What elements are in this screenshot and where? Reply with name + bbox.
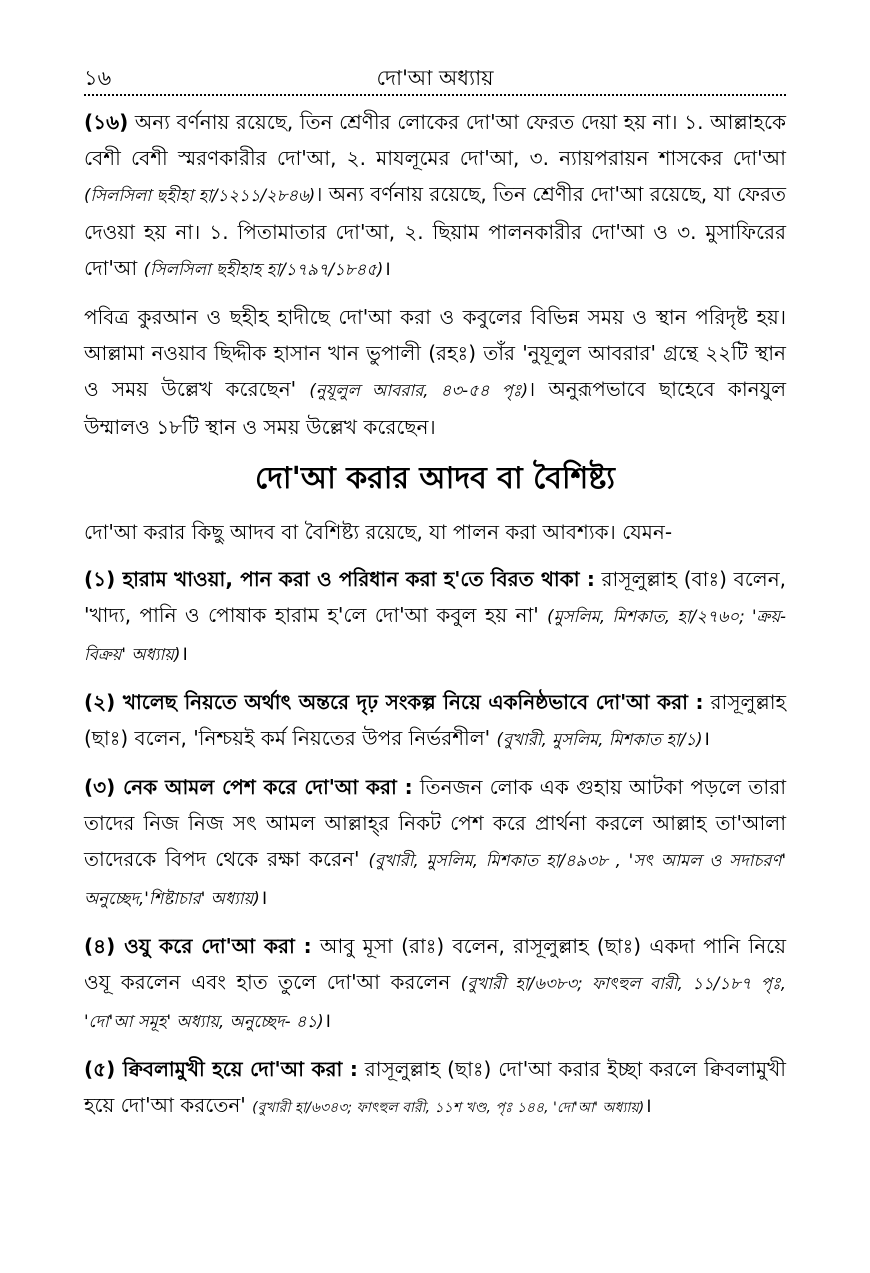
- paragraph-number: (১৬): [84, 110, 129, 134]
- item-text: তিনজন লোক এক গুহায় আটকা পড়লে তারা তাদের নিজ নিজ সৎ আমল আল্লাহ্‌র নিকট পেশ করে প্রার্থনা করলে আল্লাহ তা'আলা তাদেরকে বিপদ থেকে রক্ষা করেন': [84, 775, 786, 871]
- citation: (সিলসিলা ছহীহা হা/১২১১/২৮৪৬): [84, 186, 316, 205]
- citation: (বুখারী, মুসলিম, মিশকাত হা/১): [496, 730, 703, 749]
- section-heading: দো'আ করার আদব বা বৈশিষ্ট্য: [255, 461, 615, 496]
- etiquette-item: [84, 561, 786, 673]
- punctuation: ।: [644, 1093, 652, 1117]
- citation: (সিলসিলা ছহীহাহ হা/১৭৯৭/১৮৪৫): [143, 260, 384, 279]
- item-title: (১) হারাম খাওয়া, পান করা ও পরিধান করা হ'তে বিরত থাকা :: [84, 567, 595, 591]
- etiquette-item: [84, 769, 786, 917]
- page-body: [84, 104, 786, 1137]
- etiquette-item: [84, 928, 786, 1040]
- paragraph-quran-hadith: [84, 299, 786, 445]
- page-number: ১৬: [84, 66, 112, 90]
- item-text: রাসূলুল্লাহ (ছাঃ) দো'আ করার ইচ্ছা করলে ক্বিবলামুখী হয়ে দো'আ করতেন': [84, 1057, 786, 1117]
- section-intro: দো'আ করার কিছু আদব বা বৈশিষ্ট্য রয়েছে, যা পালন করা আবশ্যক। যেমন-: [84, 520, 673, 544]
- item-title: (৩) নেক আমল পেশ করে দো'আ করা :: [84, 775, 413, 799]
- item-text: রাসূলুল্লাহ (বাঃ) বলেন, 'খাদ্য, পানি ও পোষাক হারাম হ'লে দো'আ কবুল হয় না': [84, 567, 786, 627]
- punctuation: ।: [259, 885, 268, 909]
- page-header: [84, 60, 786, 96]
- item-title: (২) খালেছ নিয়তে অর্থাৎ অন্তরে দৃঢ় সংকল্প নিয়ে একনিষ্ঠভাবে দো'আ করা :: [84, 690, 704, 714]
- punctuation: ।: [383, 256, 391, 280]
- paragraph-text: । অন্য বর্ণনায় রয়েছে, তিন শ্রেণীর দো'আ রয়েছে, যা ফেরত দেওয়া হয় না। ১. পিতামাতার দো'আ, ২. ছিয়াম পালনকারীর দো'আ ও ৩. মুসাফিরের দো'আ: [84, 182, 786, 280]
- paragraph-text: । অনুরূপভাবে ছাহেবে কানযুল উম্মালও ১৮টি স্থান ও সময় উল্লেখ করেছেন।: [84, 377, 786, 439]
- citation: (মুসলিম, মিশকাত, হা/২৭৬০; 'ক্রয়-বিক্রয়' অধ্যায়): [84, 607, 786, 664]
- paragraph-16: [84, 104, 786, 288]
- item-title: (৪) ওযু করে দো'আ করা :: [84, 934, 312, 958]
- etiquette-item: [84, 684, 786, 758]
- item-title: (৫) ক্বিবলামুখী হয়ে দো'আ করা :: [84, 1057, 358, 1081]
- citation: (বুখারী হা/৬৩৪৩; ফাৎহুল বারী, ১১শ খণ্ড, পৃঃ ১৪৪, 'দো'আ' অধ্যায়): [252, 1100, 645, 1116]
- paragraph-text: পবিত্র কুরআন ও ছহীহ হাদীছে দো'আ করা ও কবুলের বিভিন্ন সময় ও স্থান পরিদৃষ্ট হয়। আল্লামা নওয়াব ছিদ্দীক হাসান খান ভুপালী (রহঃ) তাঁর 'নুযূলুল আবরার' গ্রন্থে ২২টি স্থান ও সময় উল্লেখ করেছেন': [84, 305, 786, 401]
- item-text: রাসূলুল্লাহ (ছাঃ) বলেন, 'নিশ্চয়ই কর্ম নিয়তের উপর নির্ভরশীল': [84, 690, 786, 750]
- paragraph-text: অন্য বর্ণনায় রয়েছে, তিন শ্রেণীর লোকের দো'আ ফেরত দেয়া হয় না। ১. আল্লাহকে বেশী বেশী স্মরণকারীর দো'আ, ২. মাযলূমের দো'আ, ৩. ন্যায়পরায়ন শাসকের দো'আ: [84, 110, 786, 170]
- citation: (নুযূলুল আবরার, ৪৩-৫৪ পৃঃ): [309, 381, 529, 400]
- citation: (বুখারী হা/৬৩৮৩; ফাৎহুল বারী, ১১/১৮৭ পৃঃ, 'দো'আ সমূহ' অধ্যায়, অনুচ্ছেদ- ৪১): [84, 974, 786, 1031]
- punctuation: ।: [323, 1008, 332, 1032]
- item-text: আবু মূসা (রাঃ) বলেন, রাসূলুল্লাহ (ছাঃ) একদা পানি নিয়ে ওযূ করলেন এবং হাত তুলে দো'আ করলেন: [84, 934, 786, 994]
- punctuation: ।: [702, 726, 711, 750]
- etiquette-item: [84, 1051, 786, 1126]
- citation: (বুখারী, মুসলিম, মিশকাত হা/৪৯৩৮ , 'সৎ আমল ও সদাচরণ' অনুচ্ছেদ,'শিষ্টাচার' অধ্যায়): [84, 851, 786, 908]
- punctuation: ।: [180, 641, 189, 665]
- running-title: দো'আ অধ্যায়: [376, 66, 494, 90]
